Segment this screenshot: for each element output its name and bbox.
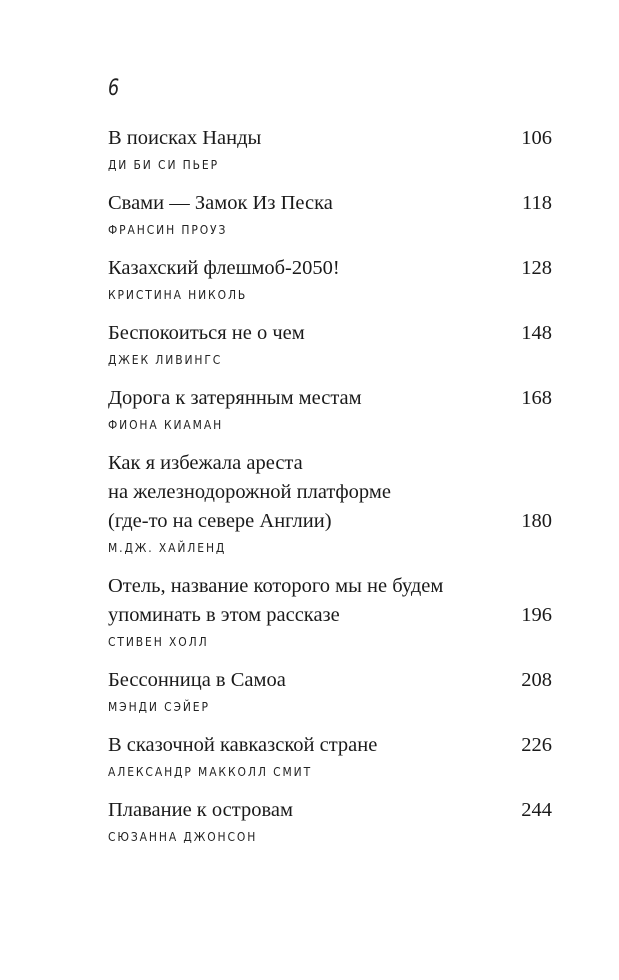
story-author: КРИСТИНА НИКОЛЬ	[108, 287, 248, 302]
toc-entry	[108, 254, 552, 305]
story-author: ДЖЕК ЛИВИНГС	[108, 352, 223, 367]
toc-title-row	[108, 731, 552, 760]
toc-title-row	[108, 572, 552, 630]
toc-entry	[108, 666, 552, 717]
story-author: ФРАНСИН ПРОУЗ	[108, 222, 228, 237]
story-page-number: 226	[521, 734, 552, 756]
toc-title-row	[108, 796, 552, 825]
toc-title-row	[108, 384, 552, 413]
story-title-line: Как я избежала ареста	[108, 452, 303, 474]
toc-title-row	[108, 319, 552, 348]
story-page-number: 180	[521, 510, 552, 532]
story-page-number: 148	[521, 322, 552, 344]
table-of-contents	[108, 124, 552, 861]
story-title	[108, 449, 552, 536]
story-title	[108, 124, 552, 153]
toc-title-row	[108, 124, 552, 153]
story-title-line: Отель, название которого мы не будем	[108, 575, 444, 597]
story-title	[108, 666, 552, 695]
story-page-number: 196	[521, 604, 552, 626]
toc-entry	[108, 124, 552, 175]
story-title-line: (где-то на севере Англии)	[108, 510, 332, 532]
story-author: СЮЗАННА ДЖОНСОН	[108, 829, 258, 844]
story-title-line: В сказочной кавказской стране	[108, 734, 378, 756]
story-author: ДИ БИ СИ ПЬЕР	[108, 157, 219, 172]
toc-entry	[108, 731, 552, 782]
story-author: АЛЕКСАНДР МАККОЛЛ СМИТ	[108, 764, 313, 779]
toc-entry	[108, 319, 552, 370]
story-page-number: 106	[521, 127, 552, 149]
story-author: М.ДЖ. ХАЙЛЕНД	[108, 540, 227, 555]
story-page-number: 128	[521, 257, 552, 279]
story-title-line: Беспокоиться не о чем	[108, 322, 305, 344]
story-page-number: 244	[521, 799, 552, 821]
story-title-line: Дорога к затерянным местам	[108, 387, 362, 409]
story-title	[108, 572, 552, 630]
story-title-line: Бессонница в Самоа	[108, 669, 286, 691]
story-title	[108, 796, 552, 825]
toc-entry	[108, 572, 552, 652]
page-number: 6	[108, 76, 120, 101]
story-title-line: Казахский флешмоб-2050!	[108, 257, 340, 279]
story-author: ФИОНА КИАМАН	[108, 417, 224, 432]
toc-title-row	[108, 254, 552, 283]
toc-entry	[108, 796, 552, 847]
story-title	[108, 731, 552, 760]
toc-title-row	[108, 666, 552, 695]
toc-title-row	[108, 189, 552, 218]
story-title	[108, 254, 552, 283]
story-title	[108, 319, 552, 348]
story-page-number: 168	[521, 387, 552, 409]
story-title-line: на железнодорожной платформе	[108, 481, 391, 503]
toc-entry	[108, 449, 552, 558]
story-page-number: 118	[522, 192, 552, 214]
story-title	[108, 189, 552, 218]
story-author: МЭНДИ СЭЙЕР	[108, 699, 210, 714]
story-page-number: 208	[521, 669, 552, 691]
toc-entry	[108, 189, 552, 240]
toc-title-row	[108, 449, 552, 536]
story-title	[108, 384, 552, 413]
toc-entry	[108, 384, 552, 435]
story-title-line: В поисках Нанды	[108, 127, 262, 149]
story-author: СТИВЕН ХОЛЛ	[108, 634, 209, 649]
story-title-line: Плавание к островам	[108, 799, 293, 821]
story-title-line: Свами — Замок Из Песка	[108, 192, 333, 214]
story-title-line: упоминать в этом рассказе	[108, 604, 340, 626]
